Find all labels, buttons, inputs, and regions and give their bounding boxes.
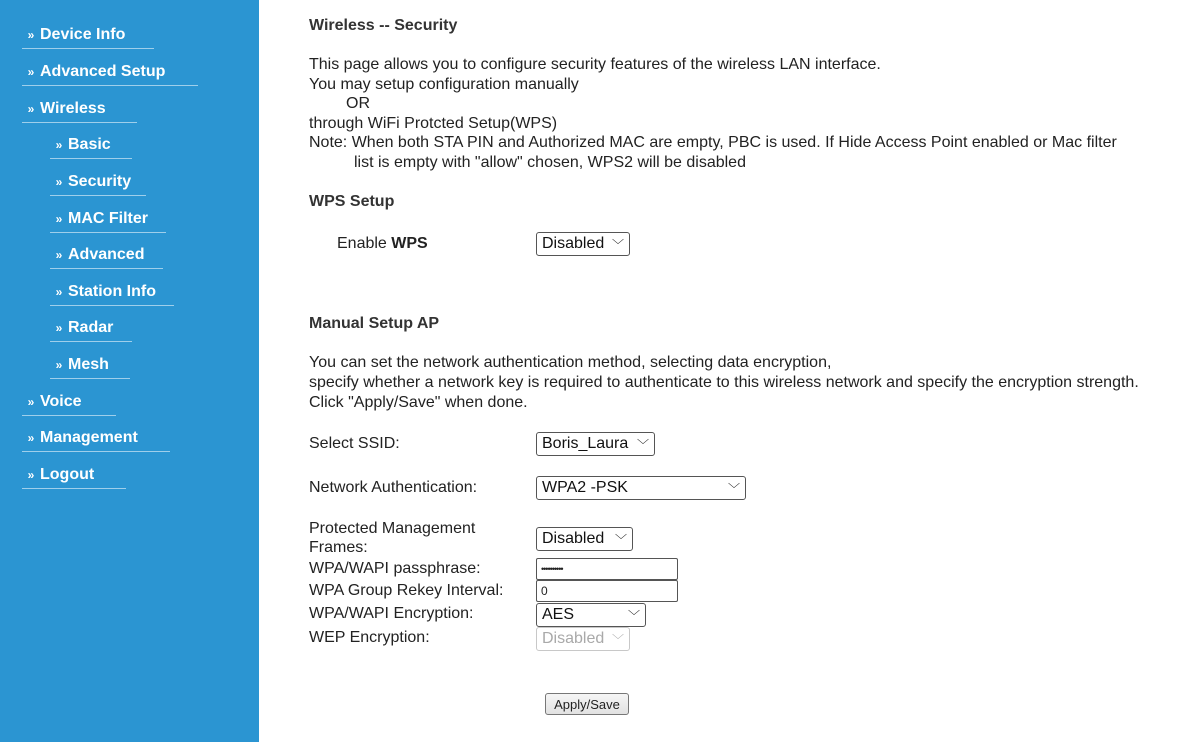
sidebar-item-security[interactable]	[50, 168, 146, 196]
sidebar-item-radar[interactable]	[50, 314, 132, 342]
pmf-label: Frames:	[309, 539, 368, 556]
chevron-right-icon: »	[55, 284, 63, 299]
chevron-down-icon: ﹀	[727, 482, 740, 496]
sidebar-item-mac-filter[interactable]	[50, 205, 166, 233]
enable-wps-value: Disabled	[542, 235, 605, 252]
intro-line: This page allows you to configure security features of the wireless LAN interface.	[309, 56, 881, 73]
intro-line: You may setup configuration manually	[309, 76, 579, 93]
sidebar-item-advanced-setup[interactable]	[22, 58, 198, 86]
chevron-right-icon: »	[27, 467, 35, 482]
ssid-value: Boris_Laura	[542, 435, 629, 452]
ssid-label: Select SSID:	[309, 435, 400, 452]
encryption-label: WPA/WAPI Encryption:	[309, 605, 474, 622]
chevron-right-icon: »	[55, 320, 63, 335]
sidebar-item-label: Logout	[40, 465, 95, 483]
auth-label: Network Authentication:	[309, 479, 478, 496]
sidebar-item-device-info[interactable]	[22, 21, 154, 49]
ssid-select[interactable]	[536, 432, 655, 456]
pmf-value: Disabled	[542, 530, 605, 547]
sidebar-item-station-info[interactable]	[50, 278, 174, 306]
wep-value: Disabled	[542, 630, 605, 647]
chevron-down-icon: ﹀	[611, 633, 624, 647]
enable-wps-label	[337, 235, 428, 253]
enable-wps-label-prefix: Enable	[337, 235, 392, 252]
sidebar-item-basic[interactable]	[50, 131, 132, 159]
wep-select	[536, 627, 630, 651]
sidebar-item-label: Advanced	[68, 245, 145, 263]
manual-heading: Manual Setup AP	[309, 315, 440, 332]
sidebar-item-management[interactable]	[22, 424, 170, 452]
chevron-right-icon: »	[55, 211, 63, 226]
chevron-right-icon: »	[27, 64, 35, 79]
sidebar-item-label: Radar	[68, 318, 114, 336]
enable-wps-label-bold: WPS	[391, 235, 428, 252]
chevron-right-icon: »	[27, 430, 35, 445]
sidebar-item-label: MAC Filter	[68, 209, 148, 227]
auth-select[interactable]	[536, 476, 746, 500]
pmf-label: Protected Management	[309, 520, 476, 537]
chevron-right-icon: »	[27, 101, 35, 116]
sidebar-item-label: Management	[40, 428, 138, 446]
chevron-right-icon: »	[55, 357, 63, 372]
manual-desc-line: You can set the network authentication method, selecting data encryption,	[309, 354, 832, 371]
sidebar-item-label: Station Info	[68, 282, 156, 300]
intro-note: Note: When both STA PIN and Authorized MAC are empty, PBC is used. If Hide Access Point enabled or Mac filter	[309, 134, 1117, 151]
chevron-right-icon: »	[55, 174, 63, 189]
chevron-down-icon: ﹀	[627, 609, 640, 623]
enable-wps-select[interactable]	[536, 232, 630, 256]
apply-save-button[interactable]: Apply/Save	[545, 693, 629, 715]
manual-desc-line: specify whether a network key is required to authenticate to this wireless network and specify the encryption strength.	[309, 374, 1139, 391]
rekey-value: 0	[541, 584, 548, 598]
auth-value: WPA2 -PSK	[542, 479, 628, 496]
page-title: Wireless -- Security	[309, 17, 458, 34]
intro-line: OR	[346, 95, 370, 112]
wps-heading: WPS Setup	[309, 193, 395, 210]
sidebar-item-voice[interactable]	[22, 388, 116, 416]
intro-note: list is empty with "allow" chosen, WPS2 will be disabled	[354, 154, 746, 171]
chevron-right-icon: »	[55, 137, 63, 152]
passphrase-value: ••••••••••	[541, 564, 563, 574]
chevron-right-icon: »	[55, 247, 63, 262]
wep-label: WEP Encryption:	[309, 629, 430, 646]
intro-line: through WiFi Protcted Setup(WPS)	[309, 115, 558, 132]
rekey-label: WPA Group Rekey Interval:	[309, 582, 504, 599]
rekey-input[interactable]	[536, 580, 678, 602]
passphrase-input[interactable]	[536, 558, 678, 580]
encryption-value: AES	[542, 606, 575, 623]
manual-desc-line: Click "Apply/Save" when done.	[309, 394, 528, 411]
passphrase-label: WPA/WAPI passphrase:	[309, 560, 481, 577]
chevron-down-icon: ﹀	[614, 533, 627, 547]
sidebar-item-label: Security	[68, 172, 132, 190]
sidebar-item-label: Basic	[68, 135, 111, 153]
sidebar-item-label: Advanced Setup	[40, 62, 166, 80]
chevron-right-icon: »	[27, 394, 35, 409]
sidebar-item-mesh[interactable]	[50, 351, 130, 379]
pmf-select[interactable]	[536, 527, 633, 551]
chevron-down-icon: ﹀	[636, 438, 649, 452]
sidebar-item-label: Wireless	[40, 99, 106, 117]
sidebar-item-wireless[interactable]	[22, 95, 137, 123]
sidebar-item-label: Device Info	[40, 25, 126, 43]
encryption-select[interactable]	[536, 603, 646, 627]
sidebar	[0, 0, 259, 742]
sidebar-item-label: Voice	[40, 392, 82, 410]
sidebar-item-advanced[interactable]	[50, 241, 163, 269]
chevron-right-icon: »	[27, 27, 35, 42]
sidebar-item-logout[interactable]	[22, 461, 126, 489]
chevron-down-icon: ﹀	[611, 238, 624, 252]
sidebar-item-label: Mesh	[68, 355, 109, 373]
